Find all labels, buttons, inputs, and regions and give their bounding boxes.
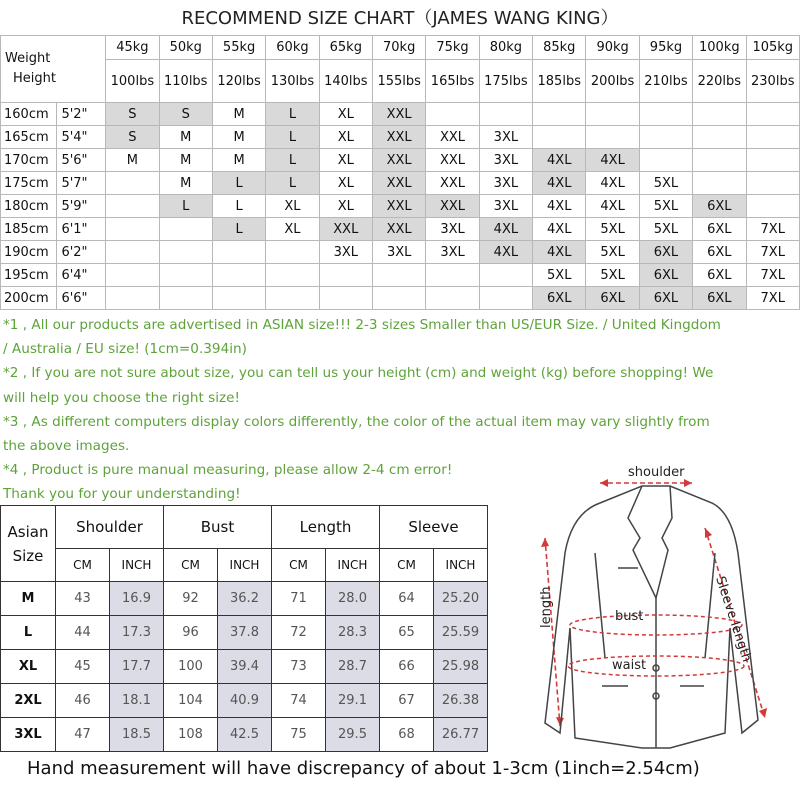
weight-kg-header: 105kg (746, 36, 800, 60)
size-cell: 6XL (693, 241, 746, 264)
size-cell (266, 287, 319, 310)
chart-row (1, 264, 800, 287)
size-cell (693, 149, 746, 172)
measurement-row (1, 616, 488, 650)
inch-value: 28.0 (326, 582, 380, 616)
inch-value: 26.38 (434, 684, 488, 718)
size-cell: XL (266, 195, 319, 218)
height-cm-cell: 195cm (1, 264, 57, 287)
waist-label: waist (612, 658, 647, 673)
cm-value: 73 (272, 650, 326, 684)
size-cell (159, 241, 212, 264)
weight-lbs-header: 100lbs (106, 60, 159, 103)
size-cell: 4XL (586, 172, 639, 195)
size-cell: 4XL (586, 195, 639, 218)
size-cell: 5XL (586, 264, 639, 287)
size-label: XL (1, 650, 56, 684)
unit-header: INCH (218, 549, 272, 582)
size-cell: XXL (372, 149, 425, 172)
size-cell (212, 287, 265, 310)
height-ft-cell: 5'2" (57, 103, 106, 126)
weight-kg-header: 90kg (586, 36, 639, 60)
size-cell (693, 126, 746, 149)
size-cell: L (266, 149, 319, 172)
cm-value: 46 (56, 684, 110, 718)
size-cell: XXL (372, 103, 425, 126)
inch-value: 17.3 (110, 616, 164, 650)
height-cm-cell: 180cm (1, 195, 57, 218)
size-label: L (1, 616, 56, 650)
size-cell: 5XL (586, 218, 639, 241)
height-ft-cell: 6'6" (57, 287, 106, 310)
measurement-group-header: Bust (164, 506, 272, 549)
chart-row (1, 103, 800, 126)
height-cm-cell: 165cm (1, 126, 57, 149)
size-cell: 3XL (372, 241, 425, 264)
height-ft-cell: 5'9" (57, 195, 106, 218)
asian-size-line: Asian (7, 522, 49, 541)
inch-value: 39.4 (218, 650, 272, 684)
size-cell (746, 172, 800, 195)
size-cell: XXL (372, 195, 425, 218)
size-cell: XL (319, 172, 372, 195)
inch-value: 26.77 (434, 718, 488, 752)
size-cell: L (212, 218, 265, 241)
height-cm-cell: 200cm (1, 287, 57, 310)
weight-lbs-header: 140lbs (319, 60, 372, 103)
size-label: M (1, 582, 56, 616)
measurement-row (1, 650, 488, 684)
size-cell (693, 172, 746, 195)
cm-value: 96 (164, 616, 218, 650)
measurement-row (1, 582, 488, 616)
note-line: / Australia / EU size! (1cm=0.394in) (3, 341, 247, 358)
size-cell: 3XL (319, 241, 372, 264)
unit-header: INCH (434, 549, 488, 582)
unit-header: CM (164, 549, 218, 582)
size-cell: M (159, 126, 212, 149)
size-cell: L (159, 195, 212, 218)
size-cell: 6XL (693, 264, 746, 287)
size-cell: 3XL (479, 126, 532, 149)
inch-value: 40.9 (218, 684, 272, 718)
size-cell: 6XL (639, 241, 692, 264)
size-cell (159, 218, 212, 241)
size-cell (479, 103, 532, 126)
height-cm-cell: 160cm (1, 103, 57, 126)
height-cm-cell: 170cm (1, 149, 57, 172)
size-cell (746, 126, 800, 149)
size-cell: 7XL (746, 287, 800, 310)
size-cell: 3XL (479, 172, 532, 195)
note-line: *3 , As different computers display colors differently, the color of the actual item may vary slightly from (3, 413, 710, 430)
size-cell: M (106, 149, 159, 172)
size-cell: XXL (426, 126, 479, 149)
size-cell: 6XL (693, 218, 746, 241)
size-cell: 5XL (639, 195, 692, 218)
size-cell (319, 264, 372, 287)
height-ft-cell: 5'6" (57, 149, 106, 172)
unit-header: CM (380, 549, 434, 582)
size-cell: XXL (372, 126, 425, 149)
inch-value: 28.7 (326, 650, 380, 684)
height-ft-cell: 5'4" (57, 126, 106, 149)
height-cm-cell: 175cm (1, 172, 57, 195)
measurement-row (1, 718, 488, 752)
size-cell: XL (319, 195, 372, 218)
cm-value: 74 (272, 684, 326, 718)
chart-header-lbs-row (1, 60, 800, 103)
size-cell: 4XL (586, 149, 639, 172)
weight-lbs-header: 110lbs (159, 60, 212, 103)
size-cell (212, 241, 265, 264)
size-cell: 3XL (426, 218, 479, 241)
size-cell (533, 126, 586, 149)
size-cell: 3XL (426, 241, 479, 264)
weight-kg-header: 60kg (266, 36, 319, 60)
size-cell: S (106, 103, 159, 126)
size-cell: L (212, 172, 265, 195)
size-cell (106, 287, 159, 310)
measurement-table (0, 505, 488, 752)
note-line: *4 , Product is pure manual measuring, please allow 2-4 cm error! (3, 462, 453, 479)
cm-value: 75 (272, 718, 326, 752)
weight-kg-header: 55kg (212, 36, 265, 60)
inch-value: 25.59 (434, 616, 488, 650)
size-label: 2XL (1, 684, 56, 718)
weight-kg-header: 95kg (639, 36, 692, 60)
unit-header: CM (56, 549, 110, 582)
bust-label: bust (615, 609, 644, 624)
size-cell (586, 126, 639, 149)
cm-value: 64 (380, 582, 434, 616)
size-cell (372, 287, 425, 310)
cm-value: 45 (56, 650, 110, 684)
weight-lbs-header: 200lbs (586, 60, 639, 103)
jacket-diagram (520, 458, 800, 758)
inch-value: 28.3 (326, 616, 380, 650)
size-cell (266, 241, 319, 264)
cm-value: 72 (272, 616, 326, 650)
asian-size-header (1, 506, 56, 582)
size-cell (639, 149, 692, 172)
weight-lbs-header: 155lbs (372, 60, 425, 103)
cm-value: 43 (56, 582, 110, 616)
weight-lbs-header: 130lbs (266, 60, 319, 103)
size-cell: 5XL (533, 264, 586, 287)
size-cell (159, 264, 212, 287)
chart-row (1, 218, 800, 241)
note-line: will help you choose the right size! (3, 389, 240, 406)
size-cell: 4XL (533, 149, 586, 172)
size-cell: 7XL (746, 264, 800, 287)
cm-value: 92 (164, 582, 218, 616)
height-ft-cell: 6'2" (57, 241, 106, 264)
footer-note: Hand measurement will have discrepancy of about 1-3cm (1inch=2.54cm) (27, 758, 700, 779)
measurement-row (1, 684, 488, 718)
size-cell (106, 195, 159, 218)
cm-value: 47 (56, 718, 110, 752)
cm-value: 66 (380, 650, 434, 684)
page-title: RECOMMEND SIZE CHART（JAMES WANG KING） (181, 8, 619, 29)
weight-kg-header: 65kg (319, 36, 372, 60)
inch-value: 42.5 (218, 718, 272, 752)
weight-lbs-header: 210lbs (639, 60, 692, 103)
unit-header: INCH (326, 549, 380, 582)
measurement-group-header: Shoulder (56, 506, 164, 549)
measurement-group-header: Length (272, 506, 380, 549)
chart-row (1, 287, 800, 310)
size-cell (479, 287, 532, 310)
size-cell: 6XL (533, 287, 586, 310)
size-cell: 4XL (533, 241, 586, 264)
chart-row (1, 126, 800, 149)
weight-lbs-header: 230lbs (746, 60, 800, 103)
inch-value: 18.1 (110, 684, 164, 718)
size-cell: XXL (426, 195, 479, 218)
size-cell (639, 126, 692, 149)
size-cell: M (159, 149, 212, 172)
size-cell: L (266, 126, 319, 149)
weight-kg-header: 45kg (106, 36, 159, 60)
weight-lbs-header: 185lbs (533, 60, 586, 103)
size-cell: 4XL (533, 172, 586, 195)
size-cell: XXL (319, 218, 372, 241)
sleeve-length-label: Sleeve length (712, 574, 755, 664)
measurement-header-row (1, 506, 488, 549)
size-cell (586, 103, 639, 126)
size-cell (159, 287, 212, 310)
size-cell: XXL (372, 172, 425, 195)
size-cell (426, 103, 479, 126)
size-cell: 5XL (586, 241, 639, 264)
measurement-unit-row (1, 549, 488, 582)
size-cell (746, 149, 800, 172)
size-cell: 6XL (693, 195, 746, 218)
size-cell: M (159, 172, 212, 195)
cm-value: 71 (272, 582, 326, 616)
size-cell: 4XL (479, 218, 532, 241)
size-cell (106, 241, 159, 264)
size-cell (479, 264, 532, 287)
weight-lbs-header: 120lbs (212, 60, 265, 103)
height-cm-cell: 190cm (1, 241, 57, 264)
size-cell (106, 264, 159, 287)
cm-value: 100 (164, 650, 218, 684)
size-cell: 6XL (586, 287, 639, 310)
weight-kg-header: 75kg (426, 36, 479, 60)
size-cell: XL (319, 103, 372, 126)
size-cell: 4XL (479, 241, 532, 264)
size-cell (746, 103, 800, 126)
weight-kg-header: 70kg (372, 36, 425, 60)
size-cell (106, 218, 159, 241)
size-cell: 6XL (639, 264, 692, 287)
size-cell: L (266, 103, 319, 126)
note-line: *2 , If you are not sure about size, you can tell us your height (cm) and weight (kg) before shopping! We (3, 365, 714, 382)
shoulder-label: shoulder (628, 465, 685, 480)
weight-kg-header: 50kg (159, 36, 212, 60)
weight-lbs-header: 220lbs (693, 60, 746, 103)
size-cell (266, 264, 319, 287)
size-cell: 7XL (746, 241, 800, 264)
chart-header-kg-row (1, 36, 800, 60)
size-cell: XXL (426, 149, 479, 172)
height-ft-cell: 6'1" (57, 218, 106, 241)
size-cell: XL (319, 126, 372, 149)
asian-size-line: Size (12, 546, 44, 565)
weight-kg-header: 80kg (479, 36, 532, 60)
inch-value: 25.20 (434, 582, 488, 616)
chart-row (1, 195, 800, 218)
weight-kg-header: 100kg (693, 36, 746, 60)
size-cell: M (212, 103, 265, 126)
length-label: length (539, 586, 554, 628)
size-cell (426, 264, 479, 287)
size-cell: S (106, 126, 159, 149)
note-line: Thank you for your understanding! (3, 486, 241, 503)
inch-value: 37.8 (218, 616, 272, 650)
note-line: *1 , All our products are advertised in ASIAN size!!! 2-3 sizes Smaller than US/EUR Size. / United Kingdom (3, 317, 721, 333)
size-cell (639, 103, 692, 126)
size-cell: 5XL (639, 218, 692, 241)
height-cm-cell: 185cm (1, 218, 57, 241)
cm-value: 104 (164, 684, 218, 718)
weight-kg-header: 85kg (533, 36, 586, 60)
weight-lbs-header: 165lbs (426, 60, 479, 103)
cm-value: 108 (164, 718, 218, 752)
inch-value: 29.1 (326, 684, 380, 718)
inch-value: 17.7 (110, 650, 164, 684)
cm-value: 44 (56, 616, 110, 650)
size-cell: S (159, 103, 212, 126)
inch-value: 18.5 (110, 718, 164, 752)
unit-header: INCH (110, 549, 164, 582)
size-cell (372, 264, 425, 287)
chart-row (1, 172, 800, 195)
size-cell: L (212, 195, 265, 218)
size-label: 3XL (1, 718, 56, 752)
size-cell (746, 195, 800, 218)
size-cell: M (212, 149, 265, 172)
size-cell (693, 103, 746, 126)
size-cell: 6XL (693, 287, 746, 310)
size-cell: 7XL (746, 218, 800, 241)
inch-value: 25.98 (434, 650, 488, 684)
size-cell: L (266, 172, 319, 195)
size-cell (212, 264, 265, 287)
measurement-group-header: Sleeve (380, 506, 488, 549)
height-ft-cell: 5'7" (57, 172, 106, 195)
size-cell: 4XL (533, 218, 586, 241)
size-cell (106, 172, 159, 195)
size-cell: 3XL (479, 149, 532, 172)
size-cell: 6XL (639, 287, 692, 310)
cm-value: 68 (380, 718, 434, 752)
size-cell (319, 287, 372, 310)
note-line: the above images. (3, 438, 130, 455)
size-cell: XL (319, 149, 372, 172)
size-cell: XXL (372, 218, 425, 241)
chart-row (1, 149, 800, 172)
height-header: Height (13, 71, 56, 86)
cm-value: 67 (380, 684, 434, 718)
size-cell: 3XL (479, 195, 532, 218)
size-chart-table (0, 35, 800, 310)
inch-value: 29.5 (326, 718, 380, 752)
size-cell: M (212, 126, 265, 149)
size-cell: XL (266, 218, 319, 241)
inch-value: 36.2 (218, 582, 272, 616)
size-cell: 4XL (533, 195, 586, 218)
size-cell (533, 103, 586, 126)
weight-header: Weight (5, 51, 51, 66)
unit-header: CM (272, 549, 326, 582)
chart-row (1, 241, 800, 264)
weight-height-header (1, 36, 106, 103)
size-cell: 5XL (639, 172, 692, 195)
size-cell (426, 287, 479, 310)
height-ft-cell: 6'4" (57, 264, 106, 287)
cm-value: 65 (380, 616, 434, 650)
size-cell: XXL (426, 172, 479, 195)
inch-value: 16.9 (110, 582, 164, 616)
weight-lbs-header: 175lbs (479, 60, 532, 103)
